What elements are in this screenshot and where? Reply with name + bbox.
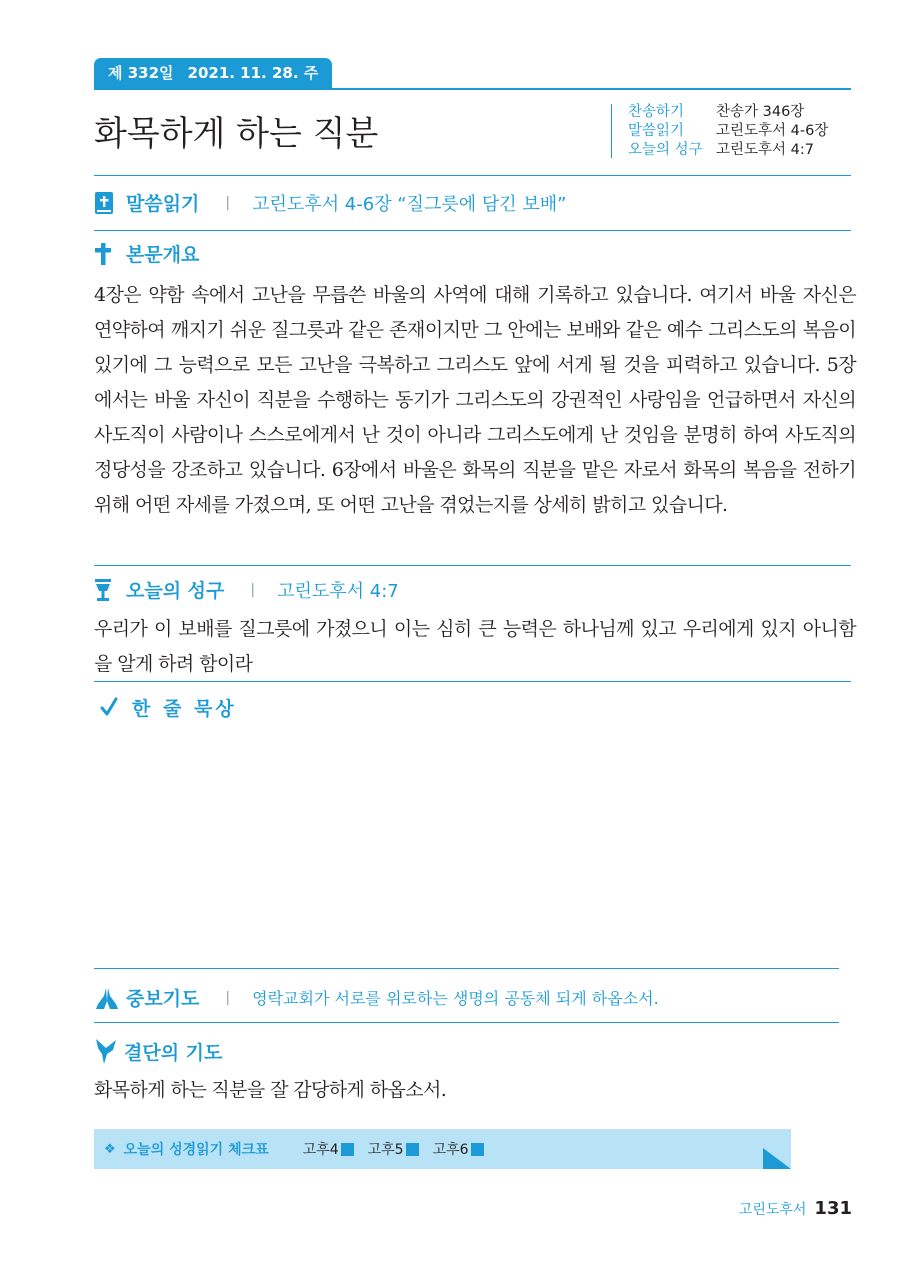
rule-2: [94, 230, 851, 231]
hymn-divider: [611, 104, 612, 158]
reading-row: [628, 122, 828, 141]
date-label: 2021. 11. 28. 주: [187, 64, 319, 82]
header-rule: [94, 88, 851, 90]
rule-6: [94, 1022, 839, 1023]
reading-heading-row: [94, 189, 567, 216]
checkbox[interactable]: [341, 1143, 354, 1156]
divider: |: [225, 194, 231, 211]
page-footer: [739, 1198, 852, 1219]
resolution-heading: 결단의 기도: [124, 1041, 223, 1064]
date-tab: [94, 58, 332, 88]
reading-subtitle: 고린도후서 4-6장 “질그릇에 담긴 보배”: [252, 193, 567, 215]
hymn-row: [628, 103, 828, 122]
verse-label: 오늘의 성구: [628, 142, 703, 158]
summary-heading: 본문개요: [126, 244, 200, 266]
rule-4: [94, 681, 851, 682]
day-number: 제 332일: [108, 64, 174, 82]
checklist-item[interactable]: [303, 1139, 354, 1159]
check-icon: [100, 696, 120, 720]
praying-hands-icon: [94, 986, 120, 1010]
divider: |: [250, 581, 256, 598]
page-title: 화목하게 하는 직분: [94, 114, 379, 154]
resolution-heading-row: [94, 1036, 222, 1066]
reading-label: 말씀읽기: [628, 123, 685, 139]
reading-checklist: [94, 1129, 791, 1169]
summary-text: 4장은 약함 속에서 고난을 무릅쓴 바울의 사역에 대해 기록하고 있습니다. 여기서 바울 자신은 연약하여 깨지기 쉬운 질그릇과 같은 존재이지만 그 안에는 보배와 같은 예수 그리스도의 복음이 있기에 그 능력으로 모든 고난을 극복하고 그리스도 앞에 서게 될 것을 피력하고 있습니다. 5장에서는 바울 자신이 직분을 수행하는 동기가 그리스도의 강권적인 사랑임을 언급하면서 자신의 사도직이 사람이나 스스로에게서 난 것이 아니라 그리스도에게 난 것임을 분명히 하여 사도직의 정당성을 강조하고 있습니다. 6장에서 바울은 화목의 직분을 맡은 자로서 화목의 복음을 전하기 위해 어떤 자세를 가졌으며, 또 어떤 고난을 겪었는지를 상세히 밝히고 있습니다.: [94, 284, 856, 516]
intercession-heading-row: [94, 984, 659, 1011]
intercession-text: 영락교회가 서로를 위로하는 생명의 공동체 되게 하옵소서.: [252, 989, 659, 1008]
diamond-icon: ❖: [104, 1141, 116, 1157]
checkbox[interactable]: [471, 1143, 484, 1156]
checklist-item-label: 고후5: [367, 1142, 404, 1158]
bible-icon: [94, 191, 116, 215]
verse-heading-row: [94, 576, 399, 603]
rule-5: [94, 968, 839, 969]
meditation-writing-area[interactable]: [94, 730, 839, 960]
verse-reference: 고린도후서 4:7: [277, 580, 399, 602]
chalice-icon: [94, 578, 116, 602]
verse-row: [628, 141, 828, 160]
checkbox[interactable]: [406, 1143, 419, 1156]
checklist-item-label: 고후6: [432, 1142, 469, 1158]
verse-heading: 오늘의 성구: [126, 580, 225, 602]
hymn-label: 찬송하기: [628, 104, 685, 120]
divider: |: [225, 989, 231, 1006]
hymn-value: 찬송가 346장: [716, 104, 805, 120]
hymn-info: [628, 103, 828, 160]
verse-value: 고린도후서 4:7: [716, 142, 814, 158]
summary-heading-row: [94, 240, 199, 267]
resolution-text: 화목하게 하는 직분을 잘 감당하게 하옵소서.: [94, 1079, 447, 1101]
cross-icon: [94, 242, 116, 266]
reading-heading: 말씀읽기: [126, 193, 200, 215]
checklist-item[interactable]: [433, 1139, 484, 1159]
verse-text: 우리가 이 보배를 질그릇에 가졌으니 이는 심히 큰 능력은 하나님께 있고 우리에게 있지 아니함을 알게 하려 함이라: [94, 618, 856, 675]
checklist-label: 오늘의 성경읽기 체크표: [123, 1142, 269, 1158]
rule-1: [94, 175, 851, 176]
checklist-item[interactable]: [368, 1139, 419, 1159]
page-number: 131: [814, 1198, 852, 1219]
meditation-heading: 한 줄 묵상: [132, 698, 237, 720]
intercession-heading: 중보기도: [126, 988, 200, 1010]
page-fold-corner: [763, 1148, 791, 1169]
reading-value: 고린도후서 4-6장: [716, 123, 829, 139]
checklist-item-label: 고후4: [302, 1142, 339, 1158]
dove-icon: [94, 1036, 118, 1066]
meditation-heading-row: [100, 694, 237, 721]
rule-3: [94, 565, 851, 566]
footer-book: 고린도후서: [738, 1202, 807, 1218]
